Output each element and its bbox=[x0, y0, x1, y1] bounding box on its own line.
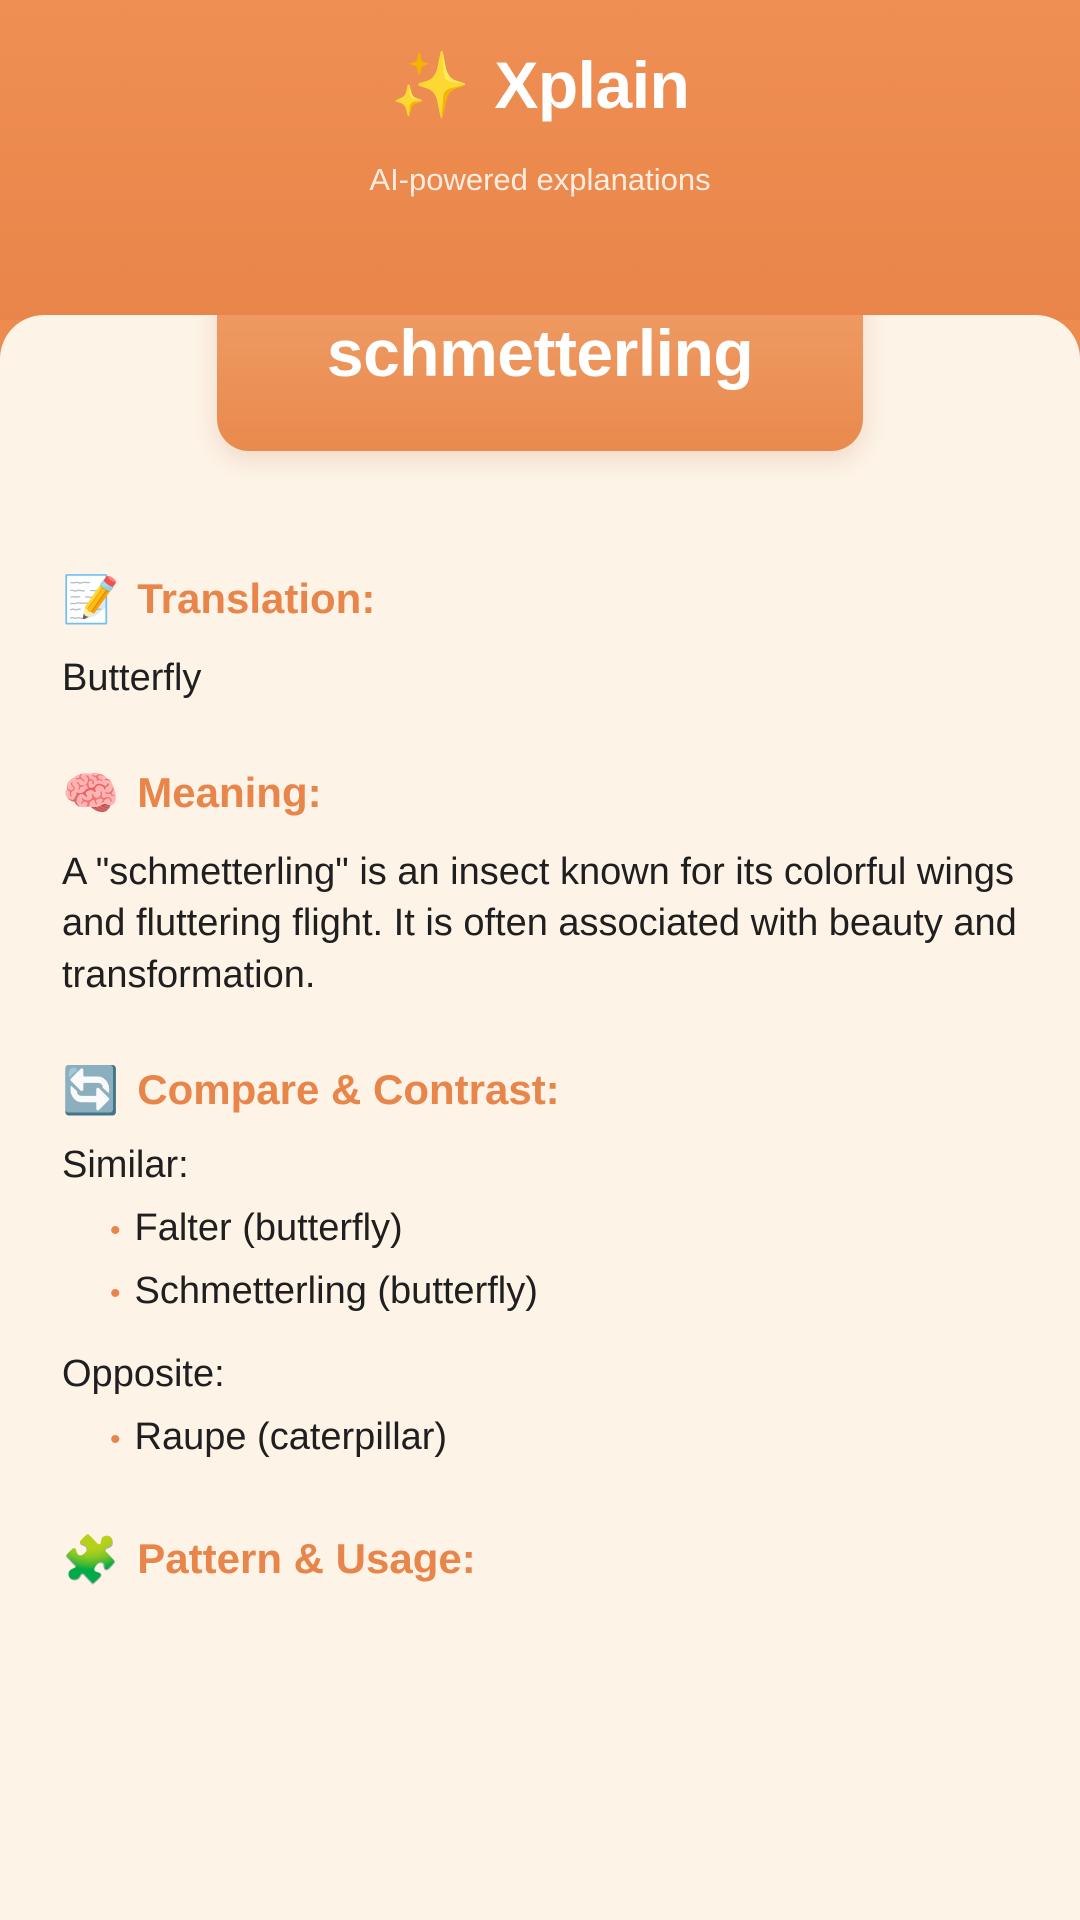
list-item bbox=[62, 1406, 1018, 1469]
section-header-compare-contrast bbox=[62, 1063, 1018, 1116]
word-chip bbox=[217, 315, 863, 451]
section-label-meaning: Meaning: bbox=[137, 768, 322, 816]
list-item bbox=[62, 1197, 1018, 1260]
result-card bbox=[0, 315, 1080, 1920]
meaning-text: A "schmetterling" is an insect known for its colorful wings and fluttering flight. It is often associated with beauty and transformation. bbox=[62, 850, 1017, 997]
similar-item-text: Falter (butterfly) bbox=[134, 1206, 403, 1249]
word-text: schmetterling bbox=[326, 316, 754, 390]
card-content bbox=[0, 511, 1080, 1583]
section-label-compare-contrast: Compare & Contrast: bbox=[137, 1065, 560, 1113]
bullet-dot-icon: • bbox=[110, 1213, 121, 1247]
list-item bbox=[62, 1260, 1018, 1323]
bullet-dot-icon: • bbox=[110, 1422, 121, 1456]
similar-list bbox=[62, 1197, 1018, 1323]
opposite-list bbox=[62, 1406, 1018, 1469]
section-label-pattern-usage: Pattern & Usage: bbox=[137, 1534, 476, 1582]
similar-item-text: Schmetterling (butterfly) bbox=[134, 1269, 538, 1312]
puzzle-piece-icon: 🧩 bbox=[62, 1532, 120, 1585]
section-header-pattern-usage bbox=[62, 1532, 1018, 1585]
app-tagline: AI-powered explanations bbox=[369, 162, 711, 197]
translation-text: Butterfly bbox=[62, 657, 202, 699]
bullet-dot-icon: • bbox=[110, 1276, 121, 1310]
compare-arrows-icon: 🔄 bbox=[62, 1063, 120, 1116]
app-title: Xplain bbox=[494, 48, 690, 122]
brand-row bbox=[390, 48, 690, 122]
section-label-translation: Translation: bbox=[137, 575, 376, 622]
brain-icon: 🧠 bbox=[62, 766, 120, 819]
sparkles-icon: ✨ bbox=[390, 49, 471, 121]
opposite-item-text: Raupe (caterpillar) bbox=[134, 1415, 448, 1458]
section-header-translation bbox=[62, 575, 1018, 623]
memo-icon: 📝 bbox=[62, 573, 120, 625]
opposite-label: Opposite: bbox=[62, 1352, 225, 1395]
app-header bbox=[0, 0, 1080, 320]
similar-label: Similar: bbox=[62, 1143, 189, 1186]
section-header-meaning bbox=[62, 766, 1018, 819]
